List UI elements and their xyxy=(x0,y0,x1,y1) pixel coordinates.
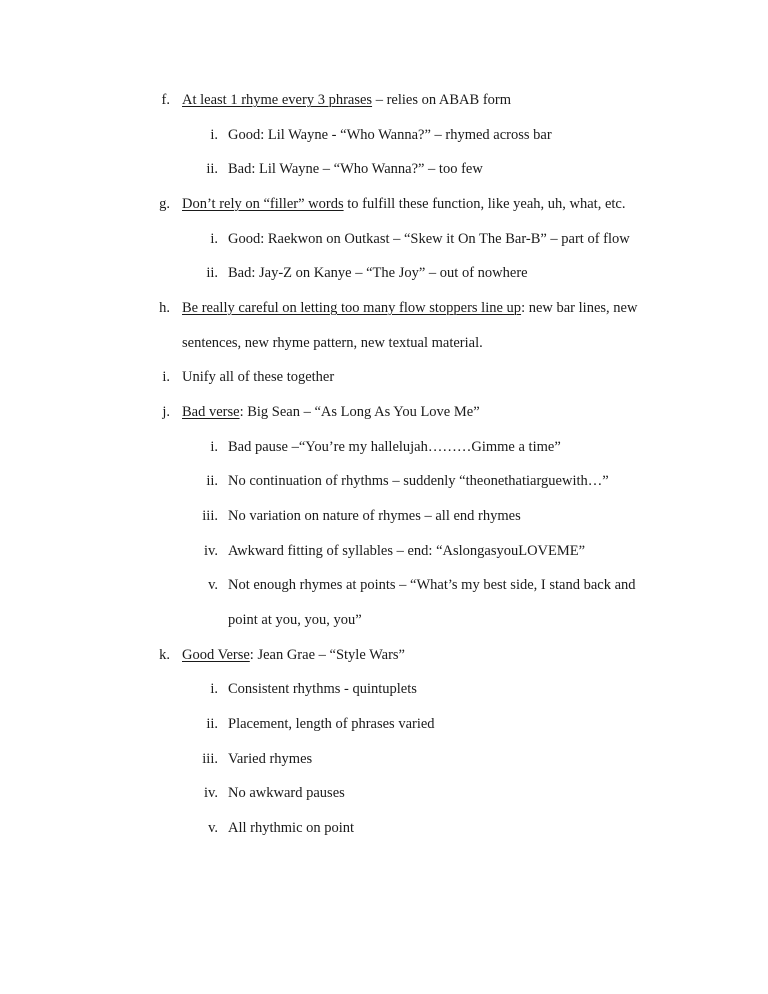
list-item-text: Unify all of these together xyxy=(182,369,335,385)
underlined-phrase: Bad verse xyxy=(182,404,240,420)
list-marker: ii. xyxy=(206,473,218,489)
underlined-phrase: At least 1 rhyme every 3 phrases xyxy=(182,92,373,108)
item-text-rest: to fulfill these function, like yeah, uh, what, etc. xyxy=(343,196,626,212)
list-item-text: Good: Lil Wayne - “Who Wanna?” – rhymed across bar xyxy=(228,127,552,143)
item-text-rest: – relies on ABAB form xyxy=(372,92,512,108)
list-marker: i. xyxy=(210,439,218,455)
list-marker: k. xyxy=(159,647,170,663)
list-marker: g. xyxy=(159,196,170,212)
list-marker: i. xyxy=(210,127,218,143)
list-marker: h. xyxy=(159,300,170,316)
list-marker: iv. xyxy=(204,543,218,559)
list-item-text: Not enough rhymes at points – “What’s my best side, I stand back and xyxy=(228,577,636,593)
list-item-text: Good: Raekwon on Outkast – “Skew it On The Bar-B” – part of flow xyxy=(228,231,630,247)
item-text-rest: : new bar lines, new xyxy=(521,300,638,316)
list-item-text xyxy=(182,297,637,319)
list-item-text: No awkward pauses xyxy=(228,785,345,801)
list-marker: ii. xyxy=(206,265,218,281)
list-item-text: No continuation of rhythms – suddenly “theonethatiarguewith…” xyxy=(228,473,609,489)
list-item-text xyxy=(182,89,511,111)
list-marker: ii. xyxy=(206,161,218,177)
list-item-text xyxy=(182,401,480,423)
list-marker: ii. xyxy=(206,716,218,732)
list-item-text: Varied rhymes xyxy=(228,751,313,767)
list-item-text: No variation on nature of rhymes – all end rhymes xyxy=(228,508,521,524)
underlined-phrase: Don’t rely on “filler” words xyxy=(182,196,344,212)
list-marker: i. xyxy=(210,681,218,697)
list-marker: i. xyxy=(210,231,218,247)
list-marker: iv. xyxy=(204,785,218,801)
list-item-text: Bad pause –“You’re my hallelujah………Gimme a time” xyxy=(228,439,561,455)
list-marker: v. xyxy=(208,577,218,593)
list-marker: iii. xyxy=(202,508,218,524)
underlined-phrase: Good Verse xyxy=(182,647,250,663)
list-marker: i. xyxy=(162,369,170,385)
list-marker: v. xyxy=(208,820,218,836)
underlined-phrase: Be really careful on letting too many flow stoppers line up xyxy=(182,300,522,316)
list-item-text: All rhythmic on point xyxy=(228,820,355,836)
list-marker: f. xyxy=(161,92,170,108)
list-item-text: sentences, new rhyme pattern, new textual material. xyxy=(182,335,483,351)
list-item-text: Consistent rhythms - quintuplets xyxy=(228,681,417,697)
item-text-rest: : Big Sean – “As Long As You Love Me” xyxy=(239,404,480,420)
item-text-rest: : Jean Grae – “Style Wars” xyxy=(249,647,405,663)
list-item-text xyxy=(182,193,625,215)
list-item-text: Placement, length of phrases varied xyxy=(228,716,435,732)
list-item-text: Awkward fitting of syllables – end: “AslongasyouLOVEME” xyxy=(228,543,586,559)
list-item-text: Bad: Jay-Z on Kanye – “The Joy” – out of nowhere xyxy=(228,265,528,281)
list-item-text: point at you, you, you” xyxy=(228,612,362,628)
list-item-text: Bad: Lil Wayne – “Who Wanna?” – too few xyxy=(228,161,483,177)
list-marker: j. xyxy=(162,404,170,420)
list-item-text xyxy=(182,644,405,666)
list-marker: iii. xyxy=(202,751,218,767)
